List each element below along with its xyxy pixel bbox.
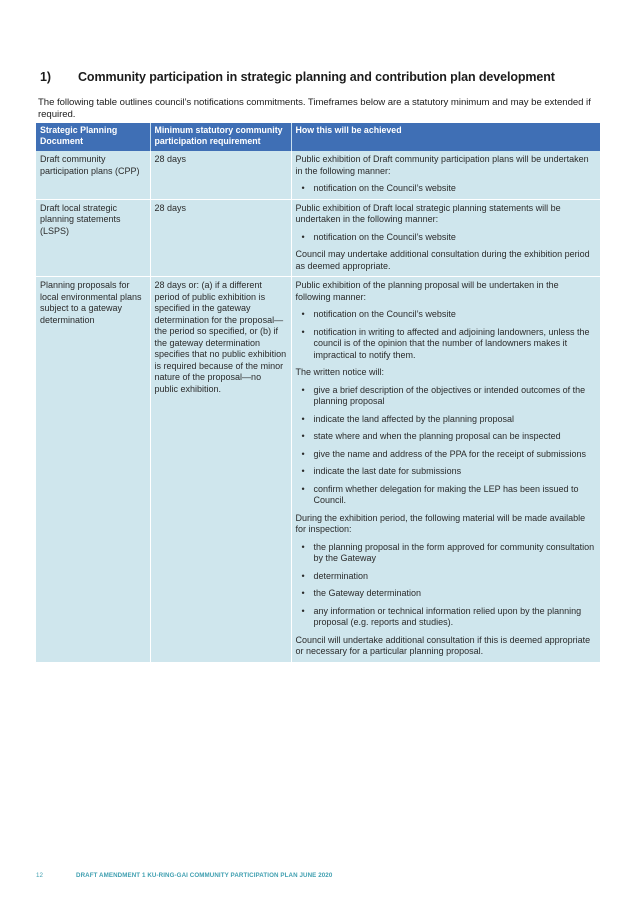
section-heading	[40, 70, 600, 84]
achieved-paragraph: Public exhibition of the planning proposal will be undertaken in the following manner:	[295, 280, 559, 302]
list-item: • the Gateway determination	[296, 588, 597, 600]
achieved-paragraph: Public exhibition of Draft local strategic planning statements will be undertaken in the following manner:	[295, 202, 561, 224]
cell-document: Draft community participation plans (CPP)	[36, 151, 150, 199]
list-item: • state where and when the planning proposal can be inspected	[296, 431, 597, 443]
cell-achieved	[291, 151, 600, 199]
cell-document: Planning proposals for local environmental plans subject to a gateway determination	[36, 277, 150, 663]
cell-requirement: 28 days	[150, 151, 291, 199]
intro-paragraph: The following table outlines council’s notifications commitments. Timeframes below are a statutory minimum and may be extended if required.	[38, 97, 591, 120]
list-item: • indicate the land affected by the planning proposal	[296, 414, 597, 426]
achieved-list	[296, 232, 597, 244]
header-how-achieved: How this will be achieved	[291, 123, 600, 151]
table-row	[36, 151, 600, 199]
list-item: • the planning proposal in the form approved for community consultation by the Gateway	[296, 542, 597, 565]
list-item: • confirm whether delegation for making the LEP has been issued to Council.	[296, 484, 597, 507]
achieved-list	[296, 542, 597, 629]
table-header-row	[36, 123, 600, 151]
list-item: • give a brief description of the objectives or intended outcomes of the planning proposal	[296, 385, 597, 408]
header-strategic-document: Strategic Planning Document	[36, 123, 150, 151]
achieved-list	[296, 309, 597, 361]
footer-title: DRAFT AMENDMENT 1 KU-RING-GAI COMMUNITY PARTICIPATION PLAN JUNE 2020	[76, 872, 333, 879]
list-item: • notification on the Council’s website	[296, 232, 597, 244]
list-item: • determination	[296, 571, 597, 583]
cell-requirement: 28 days	[150, 199, 291, 277]
achieved-paragraph: The written notice will:	[295, 367, 385, 377]
list-item: • indicate the last date for submissions	[296, 466, 597, 478]
achieved-paragraph: During the exhibition period, the following material will be made available for inspection:	[295, 512, 586, 534]
header-minimum-requirement: Minimum statutory community participation requirement	[150, 123, 291, 151]
achieved-paragraph: Public exhibition of Draft community participation plans will be undertaken in the following manner:	[295, 154, 589, 176]
list-item: • notification on the Council’s website	[296, 309, 597, 321]
cell-document: Draft local strategic planning statements (LSPS)	[36, 199, 150, 277]
list-item: • any information or technical information relied upon by the planning proposal (e.g. reports and studies).	[296, 606, 597, 629]
list-item: • notification in writing to affected and adjoining landowners, unless the council is of the opinion that the number of landowners makes it impractical to notify them.	[296, 327, 597, 362]
list-item: • give the name and address of the PPA for the receipt of submissions	[296, 449, 597, 461]
achieved-list	[296, 385, 597, 507]
page-footer	[36, 872, 332, 879]
section-number: 1)	[40, 70, 51, 84]
achieved-list	[296, 183, 597, 195]
list-item: • notification on the Council’s website	[296, 183, 597, 195]
table-row	[36, 277, 600, 663]
section-title: Community participation in strategic planning and contribution plan development	[78, 70, 555, 84]
table-row	[36, 199, 600, 277]
cell-achieved	[291, 199, 600, 277]
achieved-paragraph: Council may undertake additional consultation during the exhibition period as deemed appropriate.	[295, 249, 590, 271]
cell-requirement: 28 days or: (a) if a different period of public exhibition is specified in the gateway determination for the proposal—the period so specified, or (b) if the gateway determination specifies that no public exhibition is required because of the minor nature of the proposal—no public exhibition.	[150, 277, 291, 663]
page-number: 12	[36, 872, 44, 879]
notification-table	[36, 123, 600, 663]
cell-achieved	[291, 277, 600, 663]
achieved-paragraph: Council will undertake additional consultation if this is deemed appropriate or necessary for a particular planning proposal.	[295, 634, 591, 656]
